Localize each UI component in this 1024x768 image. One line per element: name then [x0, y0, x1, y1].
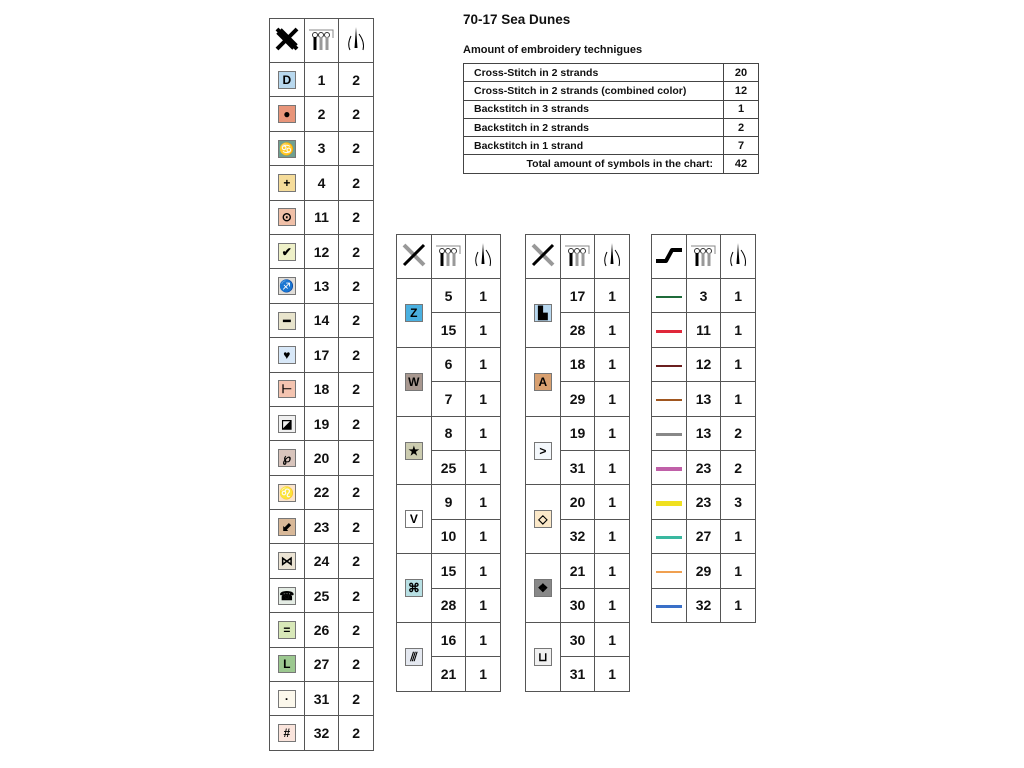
summary-row: [464, 155, 759, 173]
combined-color-key-table-1: [396, 234, 501, 692]
backstitch-line-swatch: [656, 330, 682, 333]
summary-value: 20: [724, 64, 759, 82]
strand-count: 1: [466, 554, 501, 588]
strand-count: 1: [721, 382, 756, 416]
cross-stitch-icon: [526, 235, 561, 279]
strand-count: 1: [721, 554, 756, 588]
floss-number: 25: [304, 578, 339, 612]
summary-label: Backstitch in 3 strands: [464, 100, 724, 118]
strand-count: 1: [721, 519, 756, 553]
summary-row: [464, 82, 759, 100]
strand-count: 1: [595, 347, 630, 381]
table-row: [270, 97, 374, 131]
strand-count: 1: [595, 657, 630, 691]
page-title: 70-17 Sea Dunes: [463, 12, 571, 27]
floss-number: 28: [431, 588, 466, 622]
summary-row: [464, 100, 759, 118]
floss-number: 15: [431, 313, 466, 347]
strand-count: 2: [339, 131, 374, 165]
table-row: [270, 613, 374, 647]
backstitch-line-swatch: [656, 536, 682, 539]
table-row: [270, 338, 374, 372]
floss-number: 13: [686, 382, 721, 416]
strand-count: 1: [466, 313, 501, 347]
strand-count: 2: [339, 234, 374, 268]
floss-number: 31: [560, 450, 595, 484]
summary-value: 2: [724, 118, 759, 136]
table-row: [270, 441, 374, 475]
symbol-icon: ♐: [279, 279, 295, 294]
symbol-icon: =: [278, 621, 296, 639]
floss-number: 9: [431, 485, 466, 519]
strand-count: 2: [339, 372, 374, 406]
table-row: [270, 372, 374, 406]
floss-number: 11: [304, 200, 339, 234]
table-row: [270, 682, 374, 716]
backstitch-key-table: [651, 234, 756, 623]
symbol-icon: ⌘: [405, 579, 423, 597]
backstitch-line-swatch: [656, 433, 682, 437]
strand-count: 1: [595, 279, 630, 313]
symbol-icon: ℘: [278, 449, 296, 467]
floss-number: 23: [686, 450, 721, 484]
needle-icon: [466, 235, 501, 279]
symbol-icon: ━: [278, 312, 296, 330]
strand-count: 1: [721, 347, 756, 381]
needle-icon: [595, 235, 630, 279]
summary-label: Backstitch in 2 strands: [464, 118, 724, 136]
summary-row: [464, 137, 759, 155]
strand-count: 1: [466, 519, 501, 553]
strand-count: 1: [595, 416, 630, 450]
table-row: [270, 475, 374, 509]
table-row: [652, 450, 756, 484]
symbol-icon: ⋈: [278, 552, 296, 570]
strand-count: 2: [339, 544, 374, 578]
floss-icon: [304, 19, 339, 63]
strand-count: 2: [339, 682, 374, 716]
strand-count: 2: [721, 450, 756, 484]
floss-number: 3: [304, 131, 339, 165]
table-row: [270, 234, 374, 268]
floss-number: 31: [560, 657, 595, 691]
symbol-icon: ★: [405, 442, 423, 460]
symbol-icon: ⊙: [278, 208, 296, 226]
floss-number: 23: [686, 485, 721, 519]
strand-count: 2: [339, 63, 374, 97]
backstitch-line-swatch: [656, 605, 682, 608]
floss-number: 16: [431, 622, 466, 656]
floss-number: 24: [304, 544, 339, 578]
table-row: [270, 544, 374, 578]
symbol-icon: ❖: [534, 579, 552, 597]
floss-number: 18: [560, 347, 595, 381]
table-row: [397, 622, 501, 656]
table-row: [652, 313, 756, 347]
backstitch-line-swatch: [656, 365, 682, 368]
table-row: [270, 200, 374, 234]
table-row: [526, 622, 630, 656]
symbol-icon: L: [278, 655, 296, 673]
floss-number: 29: [686, 554, 721, 588]
strand-count: 1: [721, 588, 756, 622]
floss-number: 19: [304, 406, 339, 440]
table-row: [652, 416, 756, 450]
symbol-icon: ♌: [279, 485, 295, 500]
floss-number: 1: [304, 63, 339, 97]
strand-count: 1: [595, 622, 630, 656]
backstitch-line-swatch: [656, 571, 682, 574]
table-row: [652, 554, 756, 588]
strand-count: 1: [466, 279, 501, 313]
strand-count: 1: [595, 313, 630, 347]
symbol-icon: ·: [278, 690, 296, 708]
strand-count: 1: [466, 485, 501, 519]
backstitch-line-swatch: [656, 399, 682, 402]
floss-number: 13: [686, 416, 721, 450]
table-row: [652, 588, 756, 622]
table-row: [270, 716, 374, 750]
strand-count: 1: [595, 554, 630, 588]
summary-row: [464, 64, 759, 82]
summary-label: Cross-Stitch in 2 strands (combined color): [464, 82, 724, 100]
floss-number: 7: [431, 382, 466, 416]
table-row: [270, 406, 374, 440]
table-row: [397, 416, 501, 450]
strand-count: 3: [721, 485, 756, 519]
symbol-icon: ●: [278, 105, 296, 123]
floss-number: 12: [304, 234, 339, 268]
strand-count: 1: [721, 279, 756, 313]
floss-number: 21: [560, 554, 595, 588]
symbol-icon: ♋: [279, 141, 295, 156]
floss-number: 27: [304, 647, 339, 681]
symbol-icon: ◪: [278, 415, 296, 433]
cross-stitch-icon: [397, 235, 432, 279]
strand-count: 1: [466, 657, 501, 691]
floss-number: 22: [304, 475, 339, 509]
table-row: [652, 279, 756, 313]
symbol-icon: ⊢: [278, 380, 296, 398]
symbol-icon: ◇: [534, 510, 552, 528]
floss-number: 19: [560, 416, 595, 450]
floss-number: 25: [431, 450, 466, 484]
summary-label: Cross-Stitch in 2 strands: [464, 64, 724, 82]
needle-icon: [339, 19, 374, 63]
summary-value: 12: [724, 82, 759, 100]
table-row: [270, 166, 374, 200]
symbol-icon: Z: [405, 304, 423, 322]
floss-number: 17: [304, 338, 339, 372]
floss-number: 11: [686, 313, 721, 347]
strand-count: 1: [595, 519, 630, 553]
floss-number: 18: [304, 372, 339, 406]
strand-count: 1: [595, 450, 630, 484]
symbol-icon: ▙: [534, 304, 552, 322]
techniques-summary-table: [463, 63, 759, 174]
summary-value: 1: [724, 100, 759, 118]
floss-number: 2: [304, 97, 339, 131]
floss-number: 26: [304, 613, 339, 647]
needle-icon: [721, 235, 756, 279]
combined-color-key-table-2: [525, 234, 630, 692]
floss-number: 23: [304, 510, 339, 544]
floss-number: 31: [304, 682, 339, 716]
symbol-icon: #: [278, 724, 296, 742]
floss-number: 30: [560, 588, 595, 622]
floss-number: 12: [686, 347, 721, 381]
floss-number: 28: [560, 313, 595, 347]
summary-value: 42: [724, 155, 759, 173]
symbol-icon: ☎: [279, 588, 295, 603]
backstitch-line-swatch: [656, 501, 682, 506]
table-row: [652, 519, 756, 553]
table-row: [270, 63, 374, 97]
summary-row: [464, 118, 759, 136]
strand-count: 2: [339, 303, 374, 337]
table-row: [526, 554, 630, 588]
strand-count: 2: [339, 269, 374, 303]
strand-count: 2: [339, 338, 374, 372]
backstitch-line-swatch: [656, 296, 682, 299]
summary-label: Backstitch in 1 strand: [464, 137, 724, 155]
strand-count: 2: [339, 647, 374, 681]
floss-number: 20: [560, 485, 595, 519]
floss-icon: [560, 235, 595, 279]
strand-count: 1: [595, 485, 630, 519]
strand-count: 1: [721, 313, 756, 347]
table-row: [270, 131, 374, 165]
floss-icon: [686, 235, 721, 279]
table-row: [526, 485, 630, 519]
strand-count: 2: [339, 200, 374, 234]
floss-number: 5: [431, 279, 466, 313]
symbol-icon: ♥: [278, 346, 296, 364]
cross-stitch-icon: [270, 19, 305, 63]
table-row: [397, 485, 501, 519]
table-row: [397, 554, 501, 588]
floss-number: 29: [560, 382, 595, 416]
floss-number: 3: [686, 279, 721, 313]
symbol-icon: ⫻: [405, 648, 423, 666]
strand-count: 1: [595, 588, 630, 622]
strand-count: 2: [339, 166, 374, 200]
floss-number: 14: [304, 303, 339, 337]
symbol-icon: A: [534, 373, 552, 391]
strand-count: 2: [339, 578, 374, 612]
floss-number: 32: [686, 588, 721, 622]
strand-count: 2: [339, 475, 374, 509]
table-row: [270, 578, 374, 612]
strand-count: 2: [339, 613, 374, 647]
strand-count: 1: [466, 416, 501, 450]
floss-number: 8: [431, 416, 466, 450]
floss-number: 15: [431, 554, 466, 588]
summary-label: Total amount of symbols in the chart:: [464, 155, 724, 173]
strand-count: 2: [339, 97, 374, 131]
cross-stitch-key-table: [269, 18, 374, 751]
floss-number: 4: [304, 166, 339, 200]
floss-icon: [431, 235, 466, 279]
table-row: [397, 347, 501, 381]
strand-count: 1: [595, 382, 630, 416]
symbol-icon: W: [405, 373, 423, 391]
symbol-icon: ⊔: [534, 648, 552, 666]
table-row: [652, 485, 756, 519]
floss-number: 32: [560, 519, 595, 553]
strand-count: 2: [339, 406, 374, 440]
floss-number: 30: [560, 622, 595, 656]
symbol-icon: ✔: [278, 243, 296, 261]
strand-count: 1: [466, 588, 501, 622]
table-row: [526, 416, 630, 450]
symbol-icon: +: [278, 174, 296, 192]
symbol-icon: ⬋: [278, 518, 296, 536]
floss-number: 17: [560, 279, 595, 313]
table-row: [270, 647, 374, 681]
table-row: [526, 347, 630, 381]
strand-count: 1: [466, 450, 501, 484]
summary-value: 7: [724, 137, 759, 155]
floss-number: 10: [431, 519, 466, 553]
symbol-icon: >: [534, 442, 552, 460]
backstitch-icon: [652, 235, 687, 279]
table-row: [270, 510, 374, 544]
strand-count: 2: [339, 510, 374, 544]
table-row: [397, 279, 501, 313]
table-row: [270, 303, 374, 337]
symbol-icon: D: [278, 71, 296, 89]
floss-number: 20: [304, 441, 339, 475]
floss-number: 13: [304, 269, 339, 303]
table-row: [652, 382, 756, 416]
floss-number: 27: [686, 519, 721, 553]
backstitch-line-swatch: [656, 467, 682, 471]
strand-count: 1: [466, 622, 501, 656]
symbol-icon: V: [405, 510, 423, 528]
strand-count: 2: [339, 716, 374, 750]
strand-count: 2: [721, 416, 756, 450]
floss-number: 6: [431, 347, 466, 381]
table-row: [652, 347, 756, 381]
strand-count: 1: [466, 382, 501, 416]
floss-number: 32: [304, 716, 339, 750]
table-row: [270, 269, 374, 303]
strand-count: 2: [339, 441, 374, 475]
table-row: [526, 279, 630, 313]
summary-heading: Amount of embroidery technigues: [463, 44, 643, 56]
floss-number: 21: [431, 657, 466, 691]
strand-count: 1: [466, 347, 501, 381]
